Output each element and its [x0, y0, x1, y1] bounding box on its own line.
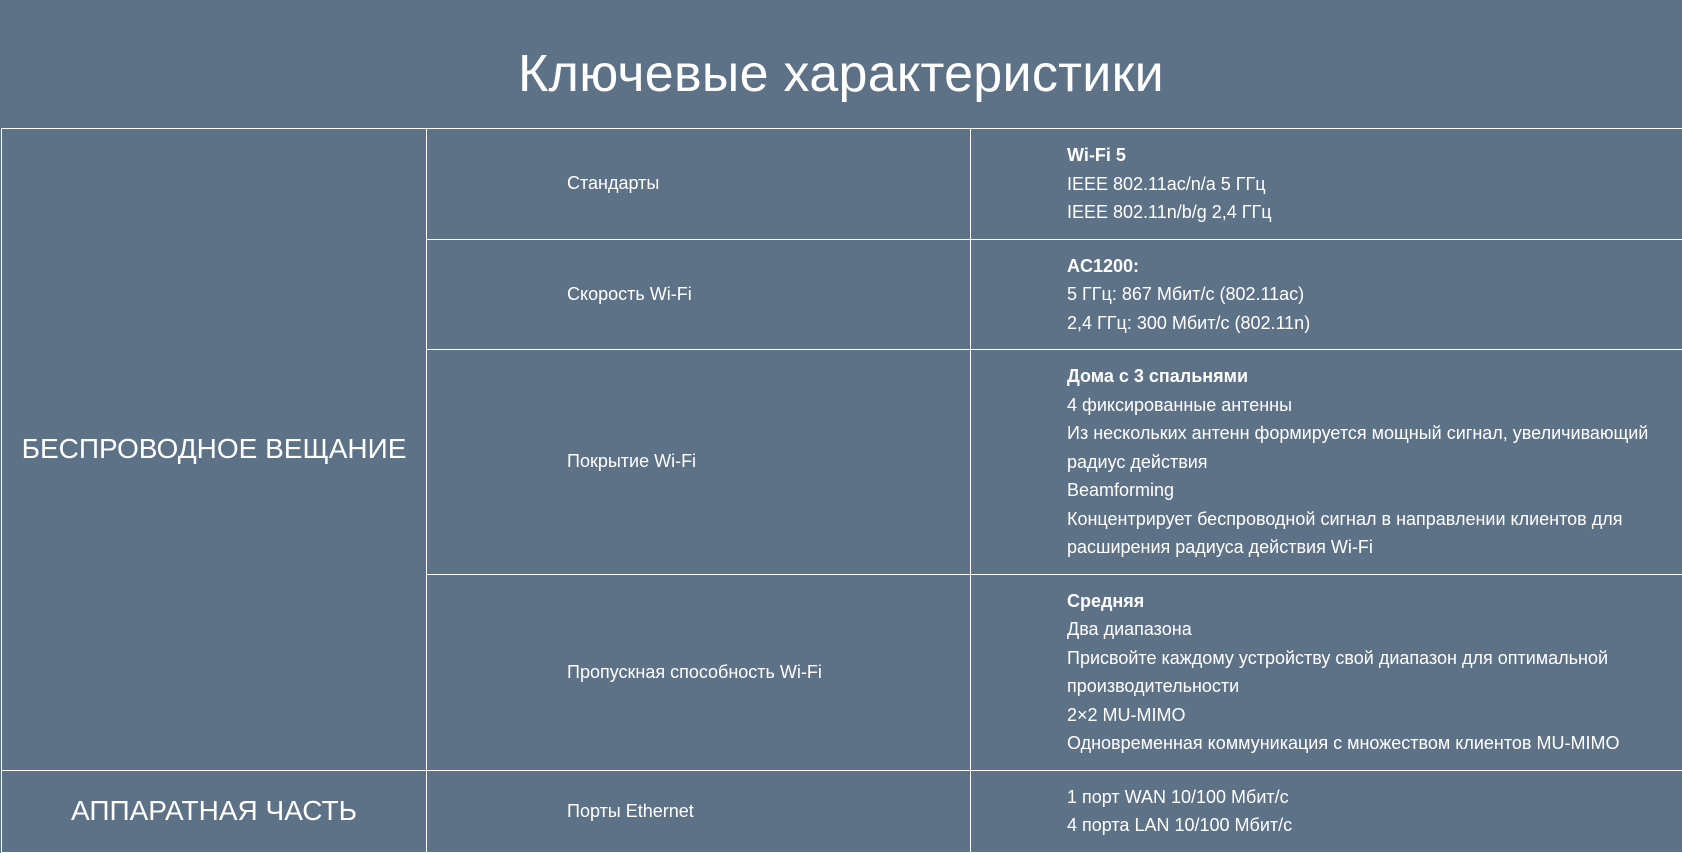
value-line: Из нескольких антенн формируется мощный сигнал, увеличивающий — [1067, 419, 1682, 448]
value-line: Дома с 3 спальнями — [1067, 362, 1682, 391]
value-line: 5 ГГц: 867 Мбит/с (802.11ac) — [1067, 280, 1682, 309]
feature-cell — [427, 350, 971, 575]
value-line: Два диапазона — [1067, 615, 1682, 644]
value-line: Wi-Fi 5 — [1067, 141, 1682, 170]
value-line: Средняя — [1067, 587, 1682, 616]
value-line: 2×2 MU-MIMO — [1067, 701, 1682, 730]
feature-label: Стандарты — [567, 173, 659, 193]
value-line: 2,4 ГГц: 300 Мбит/с (802.11n) — [1067, 309, 1682, 338]
spec-table — [1, 128, 1682, 853]
feature-cell — [427, 239, 971, 350]
value-line: 4 фиксированные антенны — [1067, 391, 1682, 420]
value-line: производительности — [1067, 672, 1682, 701]
category-label: БЕСПРОВОДНОЕ ВЕЩАНИЕ — [22, 433, 407, 464]
feature-cell — [427, 129, 971, 240]
value-line: 4 порта LAN 10/100 Мбит/с — [1067, 811, 1682, 840]
value-line: Beamforming — [1067, 476, 1682, 505]
value-line: радиус действия — [1067, 448, 1682, 477]
table-row — [2, 129, 1682, 240]
category-cell — [2, 129, 427, 771]
value-line: Одновременная коммуникация с множеством клиентов MU-MIMO — [1067, 729, 1682, 758]
value-cell — [971, 239, 1682, 350]
category-label: АППАРАТНАЯ ЧАСТЬ — [71, 795, 357, 826]
value-line: IEEE 802.11ac/n/a 5 ГГц — [1067, 170, 1682, 199]
page-title: Ключевые характеристики — [0, 39, 1682, 109]
value-cell — [971, 770, 1682, 852]
value-cell — [971, 350, 1682, 575]
value-cell — [971, 574, 1682, 770]
value-cell — [971, 129, 1682, 240]
value-line: AC1200: — [1067, 252, 1682, 281]
value-line: Присвойте каждому устройству свой диапазон для оптимальной — [1067, 644, 1682, 673]
feature-label: Порты Ethernet — [567, 801, 694, 821]
table-row — [2, 770, 1682, 852]
feature-label: Покрытие Wi-Fi — [567, 451, 696, 471]
feature-label: Скорость Wi-Fi — [567, 284, 692, 304]
feature-label: Пропускная способность Wi-Fi — [567, 662, 822, 682]
feature-cell — [427, 574, 971, 770]
value-line: Концентрирует беспроводной сигнал в направлении клиентов для — [1067, 505, 1682, 534]
value-line: IEEE 802.11n/b/g 2,4 ГГц — [1067, 198, 1682, 227]
value-line: 1 порт WAN 10/100 Мбит/с — [1067, 783, 1682, 812]
feature-cell — [427, 770, 971, 852]
category-cell — [2, 770, 427, 852]
value-line: расширения радиуса действия Wi-Fi — [1067, 533, 1682, 562]
